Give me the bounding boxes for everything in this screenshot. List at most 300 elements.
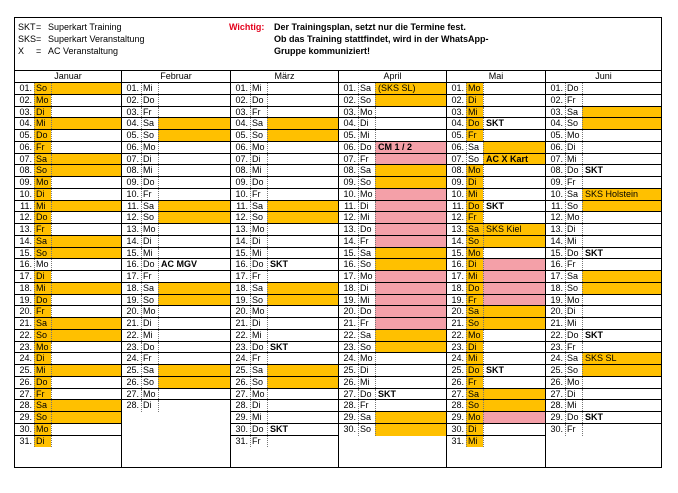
event-cell (267, 165, 338, 176)
day-row (447, 142, 545, 154)
event-cell (267, 389, 338, 400)
weekday: Mi (358, 212, 375, 223)
weekday: Fr (466, 295, 483, 306)
warning-line: Gruppe kommuniziert! (274, 46, 371, 56)
day-row (447, 436, 545, 448)
day-number: 05. (235, 130, 248, 140)
event-cell (582, 365, 661, 376)
day-row (339, 295, 446, 307)
legend-equals: = (36, 46, 42, 56)
legend-text: AC Veranstaltung (48, 46, 119, 56)
weekday: Mo (565, 130, 582, 141)
day-number: 10. (235, 188, 248, 199)
weekday: Mi (358, 377, 375, 388)
day-row (546, 142, 661, 154)
weekday: So (565, 283, 582, 294)
day-number: 02. (343, 94, 356, 105)
weekday: Fr (141, 271, 158, 282)
weekday: Sa (34, 400, 51, 411)
day-row (15, 107, 121, 119)
event-cell: AC MGV (158, 259, 230, 270)
weekday: Fr (250, 107, 267, 118)
weekday: Mo (141, 142, 158, 153)
day-row (15, 154, 121, 166)
weekday: So (466, 400, 483, 411)
event-cell (158, 177, 230, 188)
day-number: 17. (126, 271, 139, 281)
day-row (15, 389, 121, 401)
weekday: Di (466, 95, 483, 106)
event-cell (582, 107, 661, 118)
weekday: Do (358, 389, 375, 400)
event-cell (582, 400, 661, 411)
day-row (339, 107, 446, 119)
weekday: Do (141, 342, 158, 353)
day-row (546, 212, 661, 224)
day-row (15, 130, 121, 142)
day-number: 04. (126, 118, 139, 129)
day-number: 28. (451, 400, 464, 411)
event-cell (582, 259, 661, 270)
day-row (339, 259, 446, 271)
event-cell (483, 130, 545, 141)
day-number: 29. (550, 412, 563, 422)
weekday: Mi (565, 154, 582, 165)
weekday: So (34, 330, 51, 341)
event-cell (375, 259, 446, 270)
event-cell (158, 318, 230, 329)
weekday: Mi (358, 130, 375, 141)
day-number: 31. (19, 435, 32, 446)
day-row (122, 377, 230, 389)
day-number: 11. (551, 200, 563, 211)
weekday: Do (358, 224, 375, 235)
weekday: Sa (358, 248, 375, 259)
weekday: Do (358, 142, 375, 153)
day-number: 25. (235, 365, 248, 375)
day-number: 18. (19, 282, 32, 293)
weekday: Sa (250, 365, 267, 376)
weekday: Mo (466, 330, 483, 341)
weekday: Fr (466, 130, 483, 141)
day-row (546, 165, 661, 177)
day-row (447, 118, 545, 130)
day-row (447, 377, 545, 389)
day-row (122, 107, 230, 119)
weekday: Di (565, 224, 582, 235)
weekday: Mi (141, 165, 158, 176)
day-row (546, 412, 661, 424)
weekday: Mi (250, 83, 267, 94)
day-row (122, 271, 230, 283)
day-row (546, 271, 661, 283)
day-number: 23. (343, 341, 356, 352)
day-number: 20. (235, 306, 248, 317)
weekday: Di (250, 400, 267, 411)
day-number: 26. (19, 376, 32, 387)
weekday: Mi (466, 271, 483, 282)
day-row (122, 330, 230, 342)
weekday: Do (565, 248, 582, 259)
weekday: Mi (466, 189, 483, 200)
event-cell (582, 318, 661, 329)
day-number: 29. (451, 412, 464, 422)
day-row (447, 353, 545, 365)
day-number: 15. (235, 247, 248, 258)
weekday: Fr (358, 400, 375, 411)
event-cell (267, 154, 338, 165)
legend-text: Superkart Training (48, 22, 122, 32)
day-number: 24. (550, 353, 563, 364)
day-row (339, 353, 446, 365)
day-row (447, 236, 545, 248)
event-cell (51, 377, 121, 388)
event-cell (483, 424, 545, 435)
event-cell (582, 424, 661, 436)
day-number: 29. (343, 412, 356, 422)
day-row (447, 365, 545, 377)
event-cell (375, 118, 446, 129)
day-number: 08. (235, 165, 248, 176)
day-row (15, 177, 121, 189)
event-cell (158, 365, 230, 376)
day-row (15, 236, 121, 248)
event-cell: SKT (267, 424, 338, 435)
event-cell (158, 212, 230, 223)
day-number: 05. (550, 130, 563, 140)
day-row (122, 365, 230, 377)
event-cell: SKT (582, 412, 661, 423)
day-row (546, 295, 661, 307)
day-number: 22. (19, 329, 32, 340)
weekday: So (250, 130, 267, 141)
day-row (122, 248, 230, 260)
day-number: 28. (126, 400, 139, 411)
weekday: Do (34, 212, 51, 223)
months-grid (15, 70, 661, 467)
day-number: 07. (235, 153, 248, 164)
event-cell (267, 436, 338, 448)
weekday: Mo (250, 389, 267, 400)
day-row (546, 201, 661, 213)
event-cell: SKT (582, 165, 661, 176)
event-cell (158, 154, 230, 165)
weekday: Di (250, 318, 267, 329)
day-number: 04. (19, 118, 32, 129)
day-number: 20. (19, 306, 32, 317)
day-row (546, 259, 661, 271)
day-number: 21. (343, 318, 356, 328)
day-row (122, 118, 230, 130)
day-number: 01. (235, 83, 248, 93)
event-cell (375, 295, 446, 306)
event-cell (582, 118, 661, 129)
day-number: 19. (343, 294, 356, 305)
day-row (546, 318, 661, 330)
day-number: 08. (550, 165, 563, 176)
event-cell (483, 400, 545, 411)
weekday: Di (565, 389, 582, 400)
weekday: Sa (565, 353, 582, 364)
day-number: 21. (126, 318, 139, 328)
day-row (122, 283, 230, 295)
weekday: Di (141, 318, 158, 329)
day-row (231, 236, 338, 248)
warning-label: Wichtig: (229, 22, 265, 32)
day-number: 25. (19, 365, 32, 375)
day-number: 06. (451, 141, 464, 152)
day-row (546, 130, 661, 142)
weekday: Mo (466, 248, 483, 259)
event-cell (267, 283, 338, 294)
weekday: Mi (34, 201, 51, 212)
weekday: Di (565, 142, 582, 153)
day-number: 22. (550, 329, 563, 340)
weekday: Do (466, 118, 483, 129)
day-number: 24. (126, 353, 139, 364)
event-cell (158, 130, 230, 141)
day-row (231, 154, 338, 166)
day-row (15, 142, 121, 154)
day-number: 15. (343, 247, 356, 258)
event-cell (267, 365, 338, 376)
day-number: 08. (126, 165, 139, 176)
day-number: 11. (127, 200, 139, 211)
weekday: So (141, 377, 158, 388)
day-number: 14. (451, 235, 464, 246)
day-row (231, 107, 338, 119)
day-number: 01. (19, 83, 32, 93)
weekday: Di (466, 342, 483, 353)
weekday: Di (466, 259, 483, 270)
event-cell (158, 306, 230, 317)
day-row (231, 389, 338, 401)
day-number: 24. (451, 353, 464, 364)
weekday: Sa (250, 201, 267, 212)
day-row (15, 412, 121, 424)
day-row (447, 295, 545, 307)
month-header: Mai (447, 70, 545, 83)
weekday: Do (250, 424, 267, 435)
event-cell (483, 142, 545, 153)
day-number: 26. (343, 376, 356, 387)
day-row (339, 377, 446, 389)
event-cell (483, 318, 545, 329)
day-number: 09. (235, 177, 248, 187)
weekday: Mo (34, 342, 51, 353)
event-cell (483, 389, 545, 400)
weekday: Fr (565, 424, 582, 436)
legend-abbr: SKT (18, 22, 36, 32)
event-cell: SKS Holstein (582, 189, 661, 200)
event-cell: SKT (483, 118, 545, 129)
weekday: Sa (358, 330, 375, 341)
day-number: 06. (126, 141, 139, 152)
weekday: Di (34, 353, 51, 364)
day-number: 28. (19, 400, 32, 411)
day-number: 06. (550, 141, 563, 152)
day-row (447, 389, 545, 401)
day-number: 25. (343, 365, 356, 375)
day-number: 30. (343, 423, 356, 434)
day-row (15, 259, 121, 271)
event-cell (375, 377, 446, 388)
weekday: Sa (466, 306, 483, 317)
event-cell (375, 353, 446, 364)
event-cell (375, 248, 446, 259)
weekday: Fr (565, 177, 582, 188)
event-cell (51, 154, 121, 165)
event-cell: SKT (267, 342, 338, 353)
day-number: 07. (19, 153, 32, 164)
event-cell (158, 283, 230, 294)
event-cell (582, 154, 661, 165)
day-row (339, 189, 446, 201)
day-row (447, 224, 545, 236)
day-number: 09. (126, 177, 139, 187)
day-number: 15. (19, 247, 32, 258)
day-row (15, 118, 121, 130)
warning-line: Der Trainingsplan, setzt nur die Termine fest. (274, 22, 466, 32)
weekday: Sa (141, 201, 158, 212)
event-cell (582, 295, 661, 306)
weekday: Sa (34, 318, 51, 329)
weekday: So (34, 248, 51, 259)
day-number: 25. (550, 365, 563, 375)
event-cell (375, 283, 446, 294)
day-number: 17. (235, 271, 248, 281)
weekday: Fr (358, 236, 375, 247)
event-cell (51, 107, 121, 118)
day-row (231, 95, 338, 107)
event-cell (158, 83, 230, 94)
event-cell (483, 177, 545, 188)
day-row (546, 236, 661, 248)
day-row (122, 95, 230, 107)
day-number: 26. (550, 376, 563, 387)
day-row (447, 107, 545, 119)
day-row (339, 154, 446, 166)
day-row (231, 377, 338, 389)
weekday: Mo (565, 377, 582, 388)
weekday: Fr (250, 353, 267, 364)
day-row (447, 177, 545, 189)
month-column (338, 70, 446, 467)
event-cell (158, 142, 230, 153)
day-number: 16. (235, 259, 248, 270)
day-row (447, 165, 545, 177)
day-number: 05. (343, 130, 356, 140)
day-number: 07. (343, 153, 356, 164)
weekday: So (358, 95, 375, 106)
event-cell (158, 201, 230, 212)
event-cell (267, 83, 338, 94)
day-row (15, 377, 121, 389)
event-cell (375, 212, 446, 223)
weekday: Mo (565, 295, 582, 306)
weekday: Mi (565, 400, 582, 411)
day-number: 28. (343, 400, 356, 411)
weekday: Mi (250, 248, 267, 259)
event-cell (51, 259, 121, 270)
day-row (15, 424, 121, 436)
weekday: Sa (141, 283, 158, 294)
day-number: 20. (550, 306, 563, 317)
weekday: Sa (34, 236, 51, 247)
weekday: Sa (565, 189, 582, 200)
event-cell (582, 306, 661, 317)
event-cell (375, 342, 446, 353)
event-cell (51, 118, 121, 129)
day-number: 26. (126, 376, 139, 387)
month-column (545, 70, 661, 467)
day-row (231, 142, 338, 154)
day-row (447, 271, 545, 283)
day-number: 05. (126, 130, 139, 140)
event-cell (158, 118, 230, 129)
event-cell (483, 342, 545, 353)
weekday: Mo (34, 424, 51, 435)
day-row (122, 295, 230, 307)
day-number: 20. (451, 306, 464, 317)
day-row (339, 95, 446, 107)
event-cell (51, 295, 121, 306)
weekday: Sa (358, 83, 375, 94)
weekday: Do (466, 201, 483, 212)
weekday: So (466, 318, 483, 329)
weekday: Sa (466, 389, 483, 400)
day-row (231, 212, 338, 224)
weekday: Fr (250, 271, 267, 282)
day-number: 02. (235, 94, 248, 105)
event-cell (158, 389, 230, 400)
day-row (546, 342, 661, 354)
day-number: 03. (19, 106, 32, 117)
day-row (339, 130, 446, 142)
event-cell (483, 107, 545, 118)
weekday: Fr (358, 154, 375, 165)
weekday: Do (141, 259, 158, 270)
weekday: Do (250, 259, 267, 270)
weekday: Do (466, 283, 483, 294)
event-cell (375, 189, 446, 200)
day-row (447, 424, 545, 436)
event-cell (375, 330, 446, 341)
event-cell (267, 330, 338, 341)
day-number: 27. (343, 388, 356, 399)
day-number: 12. (451, 212, 464, 223)
weekday: Mo (250, 306, 267, 317)
event-cell (582, 83, 661, 94)
day-number: 21. (235, 318, 248, 328)
day-row (447, 306, 545, 318)
event-cell (51, 330, 121, 341)
weekday: So (565, 365, 582, 376)
day-row (546, 283, 661, 295)
day-row (447, 342, 545, 354)
weekday: Di (34, 271, 51, 282)
weekday: Fr (34, 306, 51, 317)
event-cell (483, 353, 545, 364)
weekday: Di (250, 236, 267, 247)
day-row (546, 224, 661, 236)
event-cell (582, 389, 661, 400)
day-row (122, 201, 230, 213)
day-number: 09. (550, 177, 563, 187)
weekday: Do (565, 165, 582, 176)
day-row (447, 95, 545, 107)
weekday: Mi (141, 330, 158, 341)
